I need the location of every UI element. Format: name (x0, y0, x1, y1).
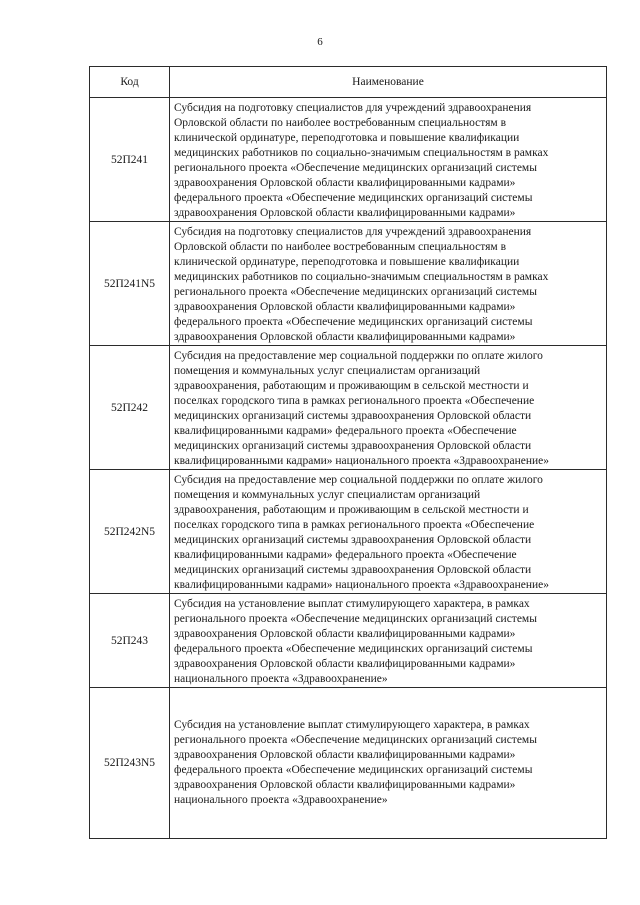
subsidy-description-cell (170, 346, 607, 470)
budget-code-cell: 52П242N5 (90, 470, 170, 594)
description-line: регионального проекта «Обеспечение медицинских организаций системы (174, 613, 537, 625)
description-line: федерального проекта «Обеспечение медицинских организаций системы (174, 764, 533, 776)
description-line: Субсидия на установление выплат стимулирующего характера, в рамках (174, 598, 530, 610)
budget-code-cell: 52П241 (90, 98, 170, 222)
subsidy-description-cell (170, 688, 607, 839)
description-line: Орловской области по наиболее востребованным специальностям в (174, 241, 507, 253)
description-line: медицинских организаций системы здравоохранения Орловской области (174, 564, 532, 576)
budget-code-table (89, 66, 607, 839)
budget-code-cell: 52П241N5 (90, 222, 170, 346)
table-row (90, 222, 607, 346)
column-header-code: Код (90, 67, 170, 98)
subsidy-description-cell (170, 98, 607, 222)
description-line: здравоохранения Орловской области квалифицированными кадрами» (174, 779, 516, 791)
table-row (90, 594, 607, 688)
description-line: медицинских организаций системы здравоохранения Орловской области (174, 410, 532, 422)
description-line: федерального проекта «Обеспечение медицинских организаций системы (174, 192, 533, 204)
description-line: здравоохранения Орловской области квалифицированными кадрами» (174, 658, 516, 670)
description-line: поселках городского типа в рамках регионального проекта «Обеспечение (174, 395, 535, 407)
description-line: здравоохранения Орловской области квалифицированными кадрами» (174, 628, 516, 640)
description-line: Субсидия на предоставление мер социальной поддержки по оплате жилого (174, 350, 543, 362)
description-line: здравоохранения Орловской области квалифицированными кадрами» (174, 331, 516, 343)
description-line: здравоохранения, работающим и проживающим в сельской местности и (174, 504, 529, 516)
page-number: 6 (317, 36, 323, 48)
description-line: регионального проекта «Обеспечение медицинских организаций системы (174, 286, 537, 298)
description-line: федерального проекта «Обеспечение медицинских организаций системы (174, 643, 533, 655)
description-line: медицинских организаций системы здравоохранения Орловской области (174, 534, 532, 546)
subsidy-description-cell (170, 594, 607, 688)
description-line: здравоохранения, работающим и проживающим в сельской местности и (174, 380, 529, 392)
description-line: Субсидия на подготовку специалистов для учреждений здравоохранения (174, 226, 532, 238)
table-header-row (90, 67, 607, 98)
description-line: квалифицированными кадрами» национального проекта «Здравоохранение» (174, 579, 550, 591)
description-line: здравоохранения Орловской области квалифицированными кадрами» (174, 207, 516, 219)
description-line: Субсидия на предоставление мер социальной поддержки по оплате жилого (174, 474, 543, 486)
description-line: национального проекта «Здравоохранение» (174, 673, 388, 685)
description-line: национального проекта «Здравоохранение» (174, 794, 388, 806)
description-line: здравоохранения Орловской области квалифицированными кадрами» (174, 301, 516, 313)
description-line: здравоохранения Орловской области квалифицированными кадрами» (174, 177, 516, 189)
budget-code-cell: 52П242 (90, 346, 170, 470)
description-line: поселках городского типа в рамках регионального проекта «Обеспечение (174, 519, 535, 531)
column-header-name: Наименование (170, 67, 607, 98)
description-line: здравоохранения Орловской области квалифицированными кадрами» (174, 749, 516, 761)
subsidy-description-cell (170, 222, 607, 346)
budget-code-cell: 52П243N5 (90, 688, 170, 839)
description-line: медицинских работников по социально-значимым специальностям в рамках (174, 147, 549, 159)
description-line: федерального проекта «Обеспечение медицинских организаций системы (174, 316, 533, 328)
description-line: Субсидия на подготовку специалистов для учреждений здравоохранения (174, 102, 532, 114)
description-line: регионального проекта «Обеспечение медицинских организаций системы (174, 734, 537, 746)
description-line: помещения и коммунальных услуг специалистам организаций (174, 365, 481, 377)
description-line: клинической ординатуре, переподготовка и повышение квалификации (174, 132, 520, 144)
description-line: Орловской области по наиболее востребованным специальностям в (174, 117, 507, 129)
subsidy-description-cell (170, 470, 607, 594)
description-line: квалифицированными кадрами» национального проекта «Здравоохранение» (174, 455, 550, 467)
table-row (90, 346, 607, 470)
description-line: медицинских организаций системы здравоохранения Орловской области (174, 440, 532, 452)
table-row (90, 98, 607, 222)
description-line: квалифицированными кадрами» федерального проекта «Обеспечение (174, 549, 517, 561)
description-line: медицинских работников по социально-значимым специальностям в рамках (174, 271, 549, 283)
budget-code-cell: 52П243 (90, 594, 170, 688)
description-line: клинической ординатуре, переподготовка и повышение квалификации (174, 256, 520, 268)
table-row (90, 470, 607, 594)
description-line: помещения и коммунальных услуг специалистам организаций (174, 489, 481, 501)
description-line: Субсидия на установление выплат стимулирующего характера, в рамках (174, 719, 530, 731)
table-row (90, 688, 607, 839)
description-line: квалифицированными кадрами» федерального проекта «Обеспечение (174, 425, 517, 437)
description-line: регионального проекта «Обеспечение медицинских организаций системы (174, 162, 537, 174)
